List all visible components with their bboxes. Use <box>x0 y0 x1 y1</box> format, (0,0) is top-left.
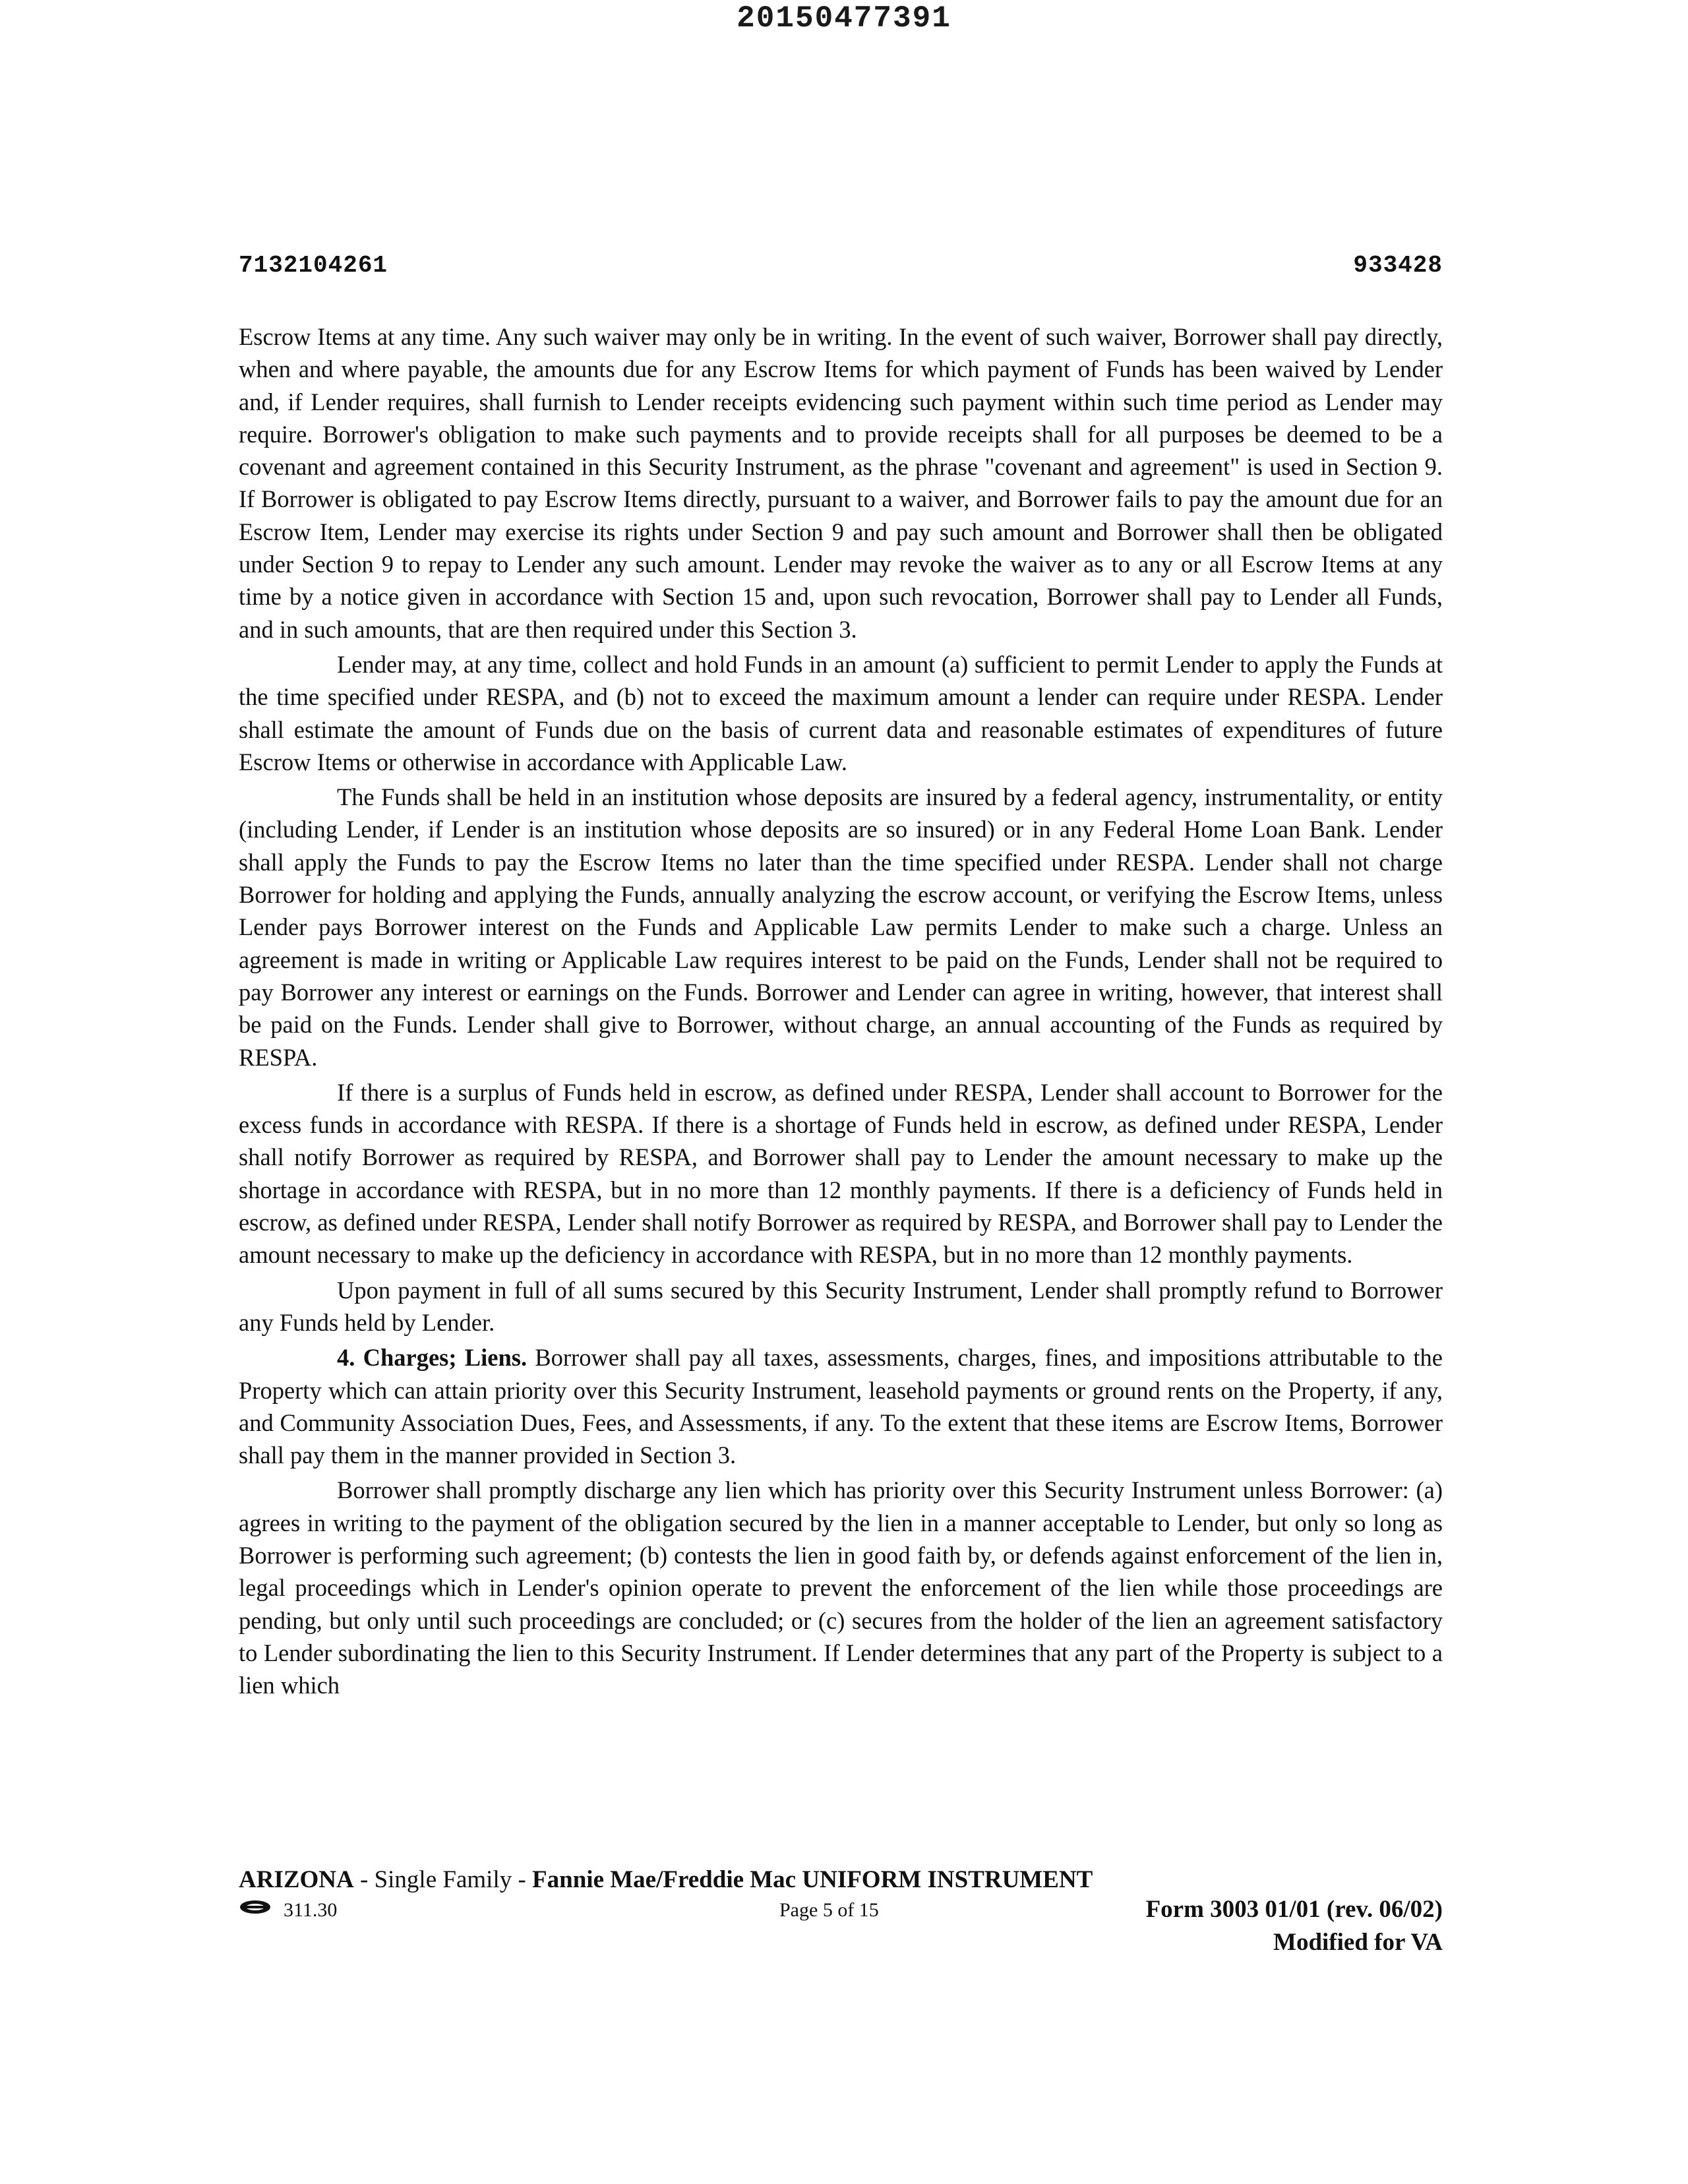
paragraph-text: If there is a surplus of Funds held in escrow, as defined under RESPA, Lender shall account to Borrower for the excess funds in accordance with RESPA. If there is a shortage of Funds held in escrow, as defined under RESPA, Lender shall notify Borrower as required by RESPA, and Borrower shall pay to Lender the amount necessary to make up the shortage in accordance with RESPA, but in no more than 12 monthly payments. If there is a deficiency of Funds held in escrow, as defined under RESPA, Lender shall notify Borrower as required by RESPA, and Borrower shall pay to Lender the amount necessary to make up the deficiency in accordance with RESPA, but in no more than 12 monthly payments. <box>239 1078 1443 1269</box>
paragraph-text: Borrower shall pay all taxes, assessments, charges, fines, and impositions attributable to the Property which can attain priority over this Security Instrument, leasehold payments or ground rents on the Property, if any, and Community Association Dues, Fees, and Assessments, if any. To the extent that these items are Escrow Items, Borrower shall pay them in the manner provided in Section 3. <box>239 1344 1443 1469</box>
footer-form-number: Form 3003 01/01 (rev. 06/02) <box>1145 1896 1443 1923</box>
min-number: 933428 <box>1353 252 1443 279</box>
footer-modified: Modified for VA <box>1273 1929 1443 1956</box>
recording-number: 20150477391 <box>737 1 951 36</box>
paragraph-text: The Funds shall be held in an institution whose deposits are insured by a federal agency, instrumentality, or entity (including Lender, if Lender is an institution whose deposits are so insured) or in any Federal Home Loan Bank. Lender shall apply the Funds to pay the Escrow Items no later than the time specified under RESPA. Lender shall not charge Borrower for holding and applying the Funds, annually analyzing the escrow account, or verifying the Escrow Items, unless Lender pays Borrower interest on the Funds and Applicable Law permits Lender to make such a charge. Unless an agreement is made in writing or Applicable Law requires interest to be paid on the Funds, Lender shall not be required to pay Borrower any interest or earnings on the Funds. Borrower and Lender can agree in writing, however, that interest shall be paid on the Funds. Lender shall give to Borrower, without charge, an annual accounting of the Funds as required by RESPA. <box>239 783 1443 1071</box>
document-body <box>239 320 1443 1704</box>
paragraph-text: Lender may, at any time, collect and hold Funds in an amount (a) sufficient to permit Lender to apply the Funds at the time specified under RESPA, and (b) not to exceed the maximum amount a lender can require under RESPA. Lender shall estimate the amount of Funds due on the basis of current data and reasonable estimates of expenditures of future Escrow Items or otherwise in accordance with Applicable Law. <box>239 650 1443 775</box>
form-footer <box>239 1865 1443 1957</box>
paragraph-text: Escrow Items at any time. Any such waiver may only be in writing. In the event of such waiver, Borrower shall pay directly, when and where payable, the amounts due for any Escrow Items for which payment of Funds has been waived by Lender and, if Lender requires, shall furnish to Lender receipts evidencing such payment within such time period as Lender may require. Borrower's obligation to make such payments and to provide receipts shall for all purposes be deemed to be a covenant and agreement contained in this Security Instrument, as the phrase "covenant and agreement" is used in Section 9. If Borrower is obligated to pay Escrow Items directly, pursuant to a waiver, and Borrower fails to pay the amount due for an Escrow Item, Lender may exercise its rights under Section 9 and pay such amount and Borrower shall then be obligated under Section 9 to repay to Lender any such amount. Lender may revoke the waiver as to any or all Escrow Items at any time by a notice given in accordance with Section 15 and, upon such revocation, Borrower shall pay to Lender all Funds, and in such amounts, that are then required under this Section 3. <box>239 323 1443 643</box>
footer-form-line <box>239 1895 1443 1928</box>
paragraph <box>239 320 1443 646</box>
footer-form-code: 311.30 <box>284 1899 338 1921</box>
paragraph <box>239 1341 1443 1471</box>
paragraph <box>239 648 1443 778</box>
footer-page-info: Page 5 of 15 <box>779 1899 879 1921</box>
footer-instrument-line <box>239 1865 1443 1895</box>
paragraph <box>239 1076 1443 1271</box>
paragraph-text: Borrower shall promptly discharge any lien which has priority over this Security Instrument unless Borrower: (a) agrees in writing to the payment of the obligation secured by the lien in a manner acceptable to Lender, but only so long as Borrower is performing such agreement; (b) contests the lien in good faith by, or defends against enforcement of the lien in, legal proceedings which in Lender's opinion operate to prevent the enforcement of the lien while those proceedings are pending, but only until such proceedings are concluded; or (c) secures from the holder of the lien an agreement satisfactory to Lender subordinating the lien to this Security Instrument. If Lender determines that any part of the Property is subject to a lien which <box>239 1476 1443 1699</box>
footer-separator: - Single Family - <box>353 1866 533 1893</box>
footer-state: ARIZONA <box>239 1866 354 1893</box>
paragraph <box>239 1274 1443 1339</box>
loan-number: 7132104261 <box>239 252 388 279</box>
paragraph <box>239 1474 1443 1701</box>
section-heading: 4. Charges; Liens. <box>337 1344 528 1372</box>
vmp-logo-icon <box>239 1899 272 1915</box>
paragraph <box>239 781 1443 1074</box>
footer-instrument: Fannie Mae/Freddie Mac UNIFORM INSTRUMENT <box>532 1866 1093 1893</box>
paragraph-text: Upon payment in full of all sums secured by this Security Instrument, Lender shall promptly refund to Borrower any Funds held by Lender. <box>239 1276 1443 1336</box>
